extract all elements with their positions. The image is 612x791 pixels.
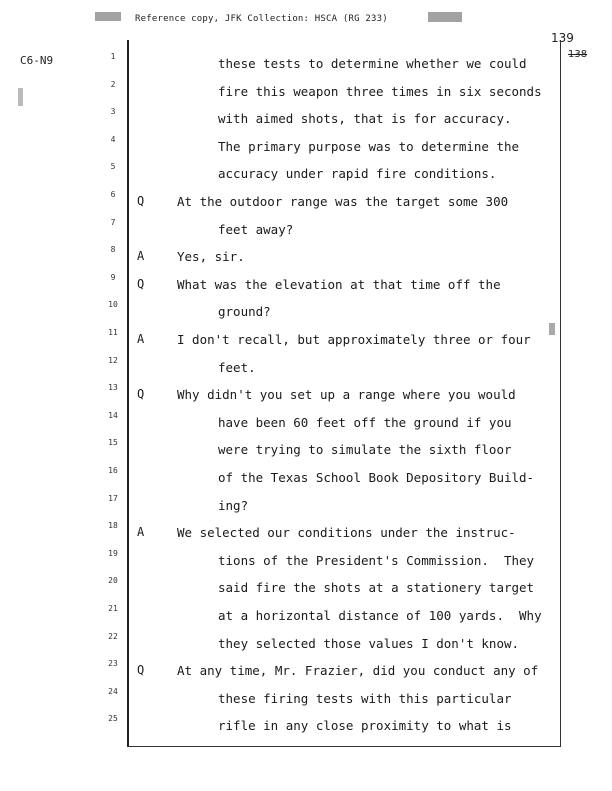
line-number: 19 — [108, 548, 118, 558]
transcript-line — [0, 135, 612, 163]
speaker-label: A — [137, 525, 145, 540]
speaker-label: A — [137, 332, 145, 346]
line-text: rifle in any close proximity to what is — [218, 718, 512, 734]
line-text: ing? — [218, 497, 249, 513]
redaction-mark-left — [95, 12, 121, 21]
page-number-struck: 138 — [568, 49, 588, 60]
speaker-label: A — [137, 249, 145, 264]
line-number: 1 — [110, 52, 116, 61]
line-text: I don't recall, but approximately three or four — [177, 332, 531, 347]
line-number: 9 — [110, 272, 116, 282]
transcript-line — [0, 52, 612, 80]
line-text: these firing tests with this particular — [218, 690, 512, 706]
line-number: 18 — [108, 521, 118, 531]
transcript-line — [0, 107, 612, 135]
transcript-line — [0, 714, 612, 742]
transcript-line — [0, 356, 612, 384]
line-number: 4 — [110, 134, 116, 144]
line-number: 10 — [108, 300, 118, 310]
line-text: The primary purpose was to determine the — [218, 138, 520, 154]
line-number: 3 — [110, 107, 116, 117]
line-number: 8 — [110, 245, 116, 255]
transcript-line — [0, 245, 612, 273]
line-number: 15 — [108, 438, 118, 448]
line-text: these tests to determine whether we could — [218, 56, 527, 71]
transcript-line — [0, 411, 612, 439]
line-text: said fire the shots at a stationery target — [218, 580, 535, 596]
line-text: We selected our conditions under the instruc- — [177, 525, 516, 541]
speaker-label: Q — [137, 387, 145, 402]
line-text: with aimed shots, that is for accuracy. — [218, 111, 512, 127]
line-number: 12 — [108, 355, 118, 365]
transcript-line — [0, 659, 612, 687]
line-text: What was the elevation at that time off the — [177, 276, 501, 292]
transcript-line — [0, 273, 612, 301]
line-text: tions of the President's Commission. They — [218, 552, 535, 568]
line-text: At any time, Mr. Frazier, did you conduct any of — [177, 663, 539, 679]
line-text: ground? — [218, 304, 271, 320]
transcript-line — [0, 328, 612, 356]
line-text: fire this weapon three times in six seconds — [218, 83, 542, 99]
transcript-line — [0, 162, 612, 190]
line-number: 16 — [108, 466, 118, 475]
line-text: Why didn't you set up a range where you would — [177, 387, 516, 403]
line-number: 25 — [108, 714, 118, 724]
line-number: 17 — [108, 493, 118, 503]
redaction-mark-right — [428, 12, 462, 22]
line-text: feet away? — [218, 221, 294, 237]
line-number: 7 — [110, 217, 116, 227]
line-number: 20 — [108, 576, 118, 586]
line-text: of the Texas School Book Depository Build- — [218, 470, 535, 485]
line-text: feet. — [218, 359, 256, 375]
transcript-line — [0, 438, 612, 466]
line-number: 14 — [108, 410, 118, 420]
line-text: have been 60 feet off the ground if you — [218, 414, 512, 430]
transcript-line — [0, 218, 612, 246]
line-number: 23 — [108, 659, 118, 669]
line-text: were trying to simulate the sixth floor — [218, 442, 512, 458]
speaker-label: Q — [137, 276, 145, 291]
line-number: 13 — [108, 383, 118, 393]
line-number: 22 — [108, 631, 118, 641]
transcript-line — [0, 80, 612, 108]
transcript-line — [0, 632, 612, 660]
transcript-line — [0, 466, 612, 494]
line-number: 2 — [110, 79, 116, 89]
document-code: C6-N9 — [20, 54, 54, 67]
line-text: they selected those values I don't know. — [218, 635, 520, 651]
line-text: accuracy under rapid fire conditions. — [218, 166, 497, 182]
transcript-line — [0, 494, 612, 522]
page-number: 139 — [551, 31, 574, 45]
document-header: Reference copy, JFK Collection: HSCA (RG 233) — [135, 14, 388, 24]
transcript-line — [0, 190, 612, 218]
transcript-line — [0, 687, 612, 715]
line-number: 6 — [110, 190, 116, 199]
transcript-line — [0, 576, 612, 604]
bottom-margin-rule — [127, 746, 561, 747]
line-text: Yes, sir. — [177, 249, 245, 265]
transcript-line — [0, 300, 612, 328]
transcript-line — [0, 549, 612, 577]
speaker-label: Q — [137, 663, 145, 678]
line-number: 24 — [108, 686, 118, 696]
line-text: at a horizontal distance of 100 yards. Why — [218, 608, 542, 623]
line-text: At the outdoor range was the target some 300 — [177, 194, 509, 209]
speaker-label: Q — [137, 194, 145, 208]
line-number: 21 — [108, 604, 118, 613]
transcript-line — [0, 604, 612, 632]
line-number: 5 — [110, 162, 116, 172]
transcript-line — [0, 521, 612, 549]
transcript-line — [0, 383, 612, 411]
line-number: 11 — [108, 328, 118, 337]
